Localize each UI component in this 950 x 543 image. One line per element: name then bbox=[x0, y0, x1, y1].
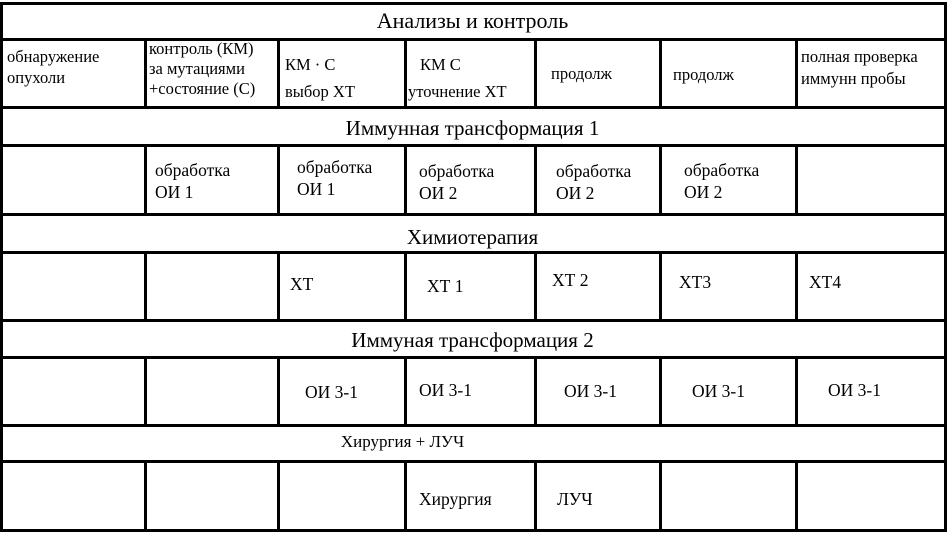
cell-line: уточнение ХТ bbox=[408, 82, 507, 101]
row-divider bbox=[0, 319, 947, 322]
table-cell bbox=[419, 160, 532, 204]
column-divider bbox=[404, 460, 407, 532]
column-divider bbox=[404, 38, 407, 109]
table-border-top bbox=[0, 2, 947, 5]
table-cell: ХТ 1 bbox=[427, 276, 464, 296]
column-divider bbox=[534, 144, 537, 216]
cell-line: выбор ХТ bbox=[285, 82, 355, 101]
table-border-bottom bbox=[0, 529, 947, 532]
table-cell: ОИ 3-1 bbox=[692, 381, 745, 401]
cell-line: КМ · С bbox=[285, 55, 336, 74]
cell-line: опухоли bbox=[7, 68, 66, 87]
column-divider bbox=[659, 144, 662, 216]
table-cell bbox=[801, 46, 946, 90]
column-divider bbox=[534, 356, 537, 427]
cell-line: обработка bbox=[556, 161, 632, 181]
table-cell bbox=[297, 156, 402, 200]
section-header-analysis: Анализы и контроль bbox=[376, 8, 569, 33]
table-cell: ХТ bbox=[290, 274, 314, 294]
cell-line: обнаружение bbox=[7, 47, 100, 66]
column-divider bbox=[795, 251, 798, 322]
table-cell bbox=[7, 46, 143, 88]
cell-line: КМ С bbox=[420, 55, 461, 74]
table-cell: ХТ4 bbox=[809, 272, 842, 292]
cell-line: ОИ 1 bbox=[155, 182, 194, 202]
cell-line: ОИ 2 bbox=[684, 182, 723, 202]
cell-line: ОИ 2 bbox=[419, 183, 458, 203]
row-divider bbox=[0, 144, 947, 147]
section-header-surgery: Хирургия + ЛУЧ bbox=[340, 432, 465, 451]
column-divider bbox=[277, 460, 280, 532]
cell-line: обработка bbox=[684, 160, 760, 180]
column-divider bbox=[534, 460, 537, 532]
table-cell bbox=[285, 51, 403, 105]
cell-line: обработка bbox=[155, 160, 231, 180]
row-divider bbox=[0, 460, 947, 463]
column-divider bbox=[144, 38, 147, 109]
cell-line: продолж bbox=[673, 65, 734, 84]
row-divider bbox=[0, 106, 947, 109]
column-divider bbox=[144, 144, 147, 216]
section-header-immune-2: Иммуная трансформация 2 bbox=[351, 328, 594, 352]
section-header-immune-1: Иммунная трансформация 1 bbox=[345, 116, 600, 140]
column-divider bbox=[534, 38, 537, 109]
column-divider bbox=[144, 251, 147, 322]
column-divider bbox=[277, 251, 280, 322]
column-divider bbox=[144, 356, 147, 427]
table-cell: ОИ 3-1 bbox=[419, 380, 472, 400]
table-cell: Хирургия bbox=[419, 489, 492, 509]
column-divider bbox=[795, 144, 798, 216]
table-cell bbox=[684, 159, 793, 203]
column-divider bbox=[659, 38, 662, 109]
column-divider bbox=[534, 251, 537, 322]
table-cell bbox=[556, 160, 657, 204]
cell-line: обработка bbox=[419, 161, 495, 181]
column-divider bbox=[659, 251, 662, 322]
table-cell: ОИ 3-1 bbox=[828, 380, 881, 400]
row-divider bbox=[0, 213, 947, 216]
cell-line: за мутациями bbox=[149, 59, 245, 78]
cell-line: ОИ 1 bbox=[297, 179, 336, 199]
column-divider bbox=[404, 356, 407, 427]
table-cell: ЛУЧ bbox=[557, 489, 593, 509]
cell-line: ОИ 2 bbox=[556, 183, 595, 203]
table-cell bbox=[149, 39, 279, 99]
column-divider bbox=[659, 460, 662, 532]
table-cell: ХТ3 bbox=[679, 272, 712, 292]
row-divider bbox=[0, 424, 947, 427]
column-divider bbox=[144, 460, 147, 532]
row-divider bbox=[0, 251, 947, 254]
table-cell bbox=[408, 51, 534, 105]
column-divider bbox=[277, 356, 280, 427]
table-cell bbox=[551, 63, 657, 84]
table-cell bbox=[155, 159, 275, 203]
table-cell: ОИ 3-1 bbox=[305, 382, 358, 402]
cell-line: обработка bbox=[297, 157, 373, 177]
cell-line: полная проверка bbox=[801, 47, 918, 66]
column-divider bbox=[795, 460, 798, 532]
cell-line: продолж bbox=[551, 64, 612, 83]
column-divider bbox=[795, 356, 798, 427]
column-divider bbox=[659, 356, 662, 427]
column-divider bbox=[277, 144, 280, 216]
table-cell: ОИ 3-1 bbox=[564, 381, 617, 401]
column-divider bbox=[404, 251, 407, 322]
table-cell: ХТ 2 bbox=[552, 270, 589, 290]
cell-line: +состояние (С) bbox=[149, 79, 256, 98]
row-divider bbox=[0, 356, 947, 359]
table-cell bbox=[673, 64, 793, 85]
cell-line: иммунн пробы bbox=[801, 69, 906, 88]
column-divider bbox=[404, 144, 407, 216]
section-header-chemotherapy: Химиотерапия bbox=[406, 225, 539, 249]
cell-line: контроль (КМ) bbox=[149, 39, 254, 58]
row-divider bbox=[0, 38, 947, 41]
column-divider bbox=[795, 38, 798, 109]
